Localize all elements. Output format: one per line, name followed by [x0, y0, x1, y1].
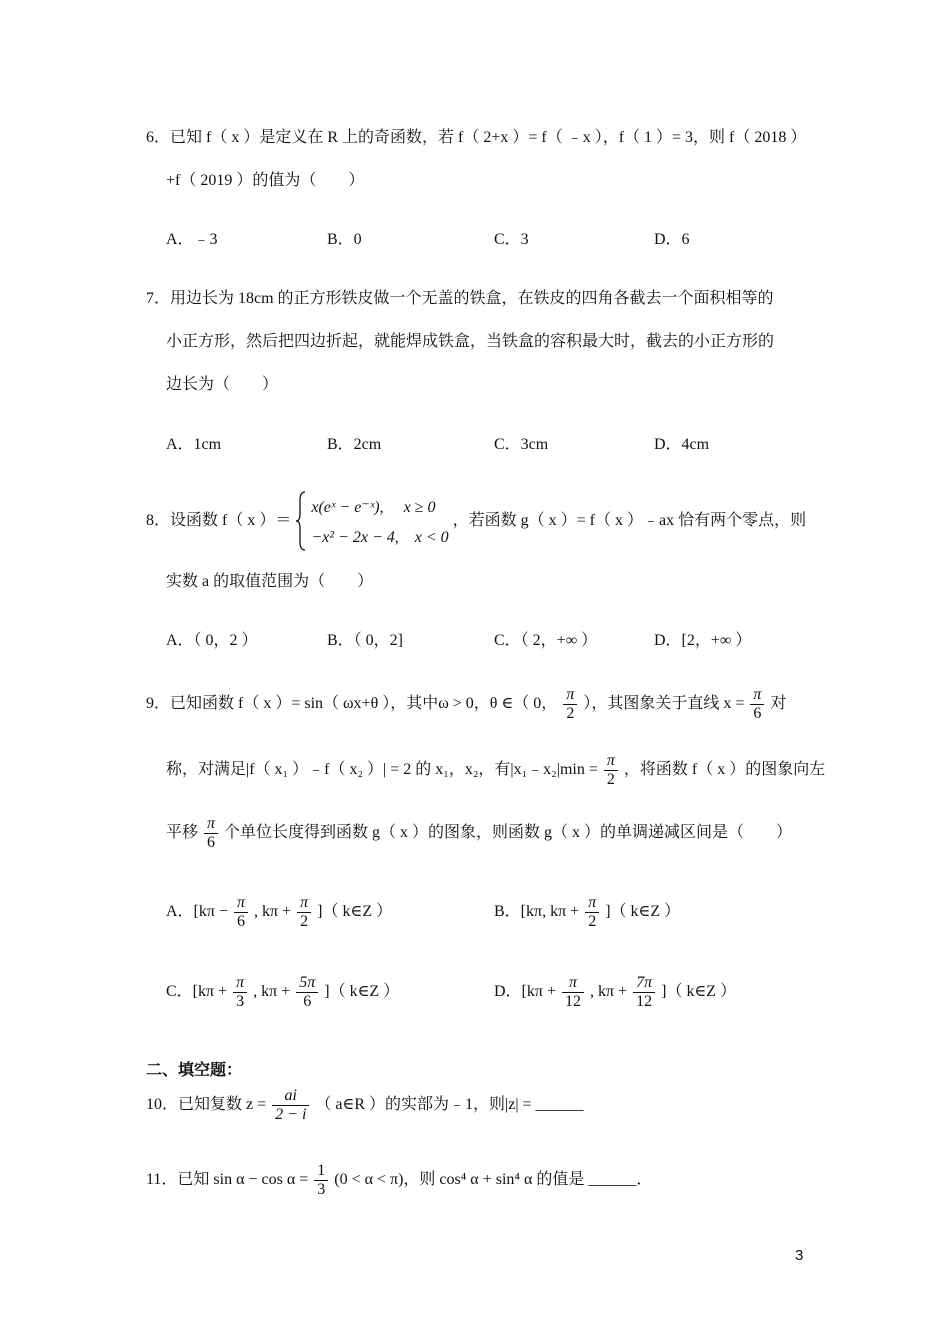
- q9-frac-pi-6b: $\frac{\pi}{6}$: [204, 815, 218, 851]
- q8-line2: 实数 a 的取值范围为（ ）: [166, 573, 374, 590]
- q9-line1-c: 对: [770, 694, 787, 712]
- q8-case2: −x² − 2x − 4, x < 0: [311, 529, 449, 546]
- q11-line: 11．已知 sin α − cos α = $\frac{1}{3}$ (0 < α < π)，则 cos⁴ α + sin⁴ α 的值是 ______．: [146, 1162, 653, 1198]
- q6-option-b: B．0: [327, 231, 362, 248]
- q8-prefix: 8．设函数 f（ x ）＝: [146, 512, 292, 529]
- q9-option-d: D．[kπ + $\frac{\pi}{12}$ , kπ + $\frac{7\pi}{12}$ ]（ k∈Z ）: [494, 974, 737, 1010]
- q9-line1: [146, 686, 786, 722]
- q8-option-b: B．（ 0，2]: [327, 632, 404, 649]
- q7-option-a: A．1cm: [166, 436, 222, 453]
- q9-line3-a: 平移: [166, 823, 199, 841]
- q9-line2-b: ，将函数 f（ x ）的图象向左: [623, 760, 826, 778]
- q9-line2-a: 称，对满足|f（ x₁ ）﹣f（ x₂ ）| = 2 的 x₁，x₂，有|x₁﹣x₂|min =: [166, 760, 598, 778]
- q7-option-c: C．3cm: [494, 436, 549, 453]
- q7-option-d: D．4cm: [654, 436, 710, 453]
- q9-line3-b: 个单位长度得到函数 g（ x ）的图象，则函数 g（ x ）的单调递减区间是（ ）: [224, 823, 793, 841]
- left-brace-icon: [295, 490, 307, 552]
- q7-line1: 7．用边长为 18cm 的正方形铁皮做一个无盖的铁盒，在铁皮的四角各截去一个面积相等的: [146, 290, 774, 307]
- q6-option-c: C．3: [494, 231, 529, 248]
- q8-case1: x(eˣ − e⁻ˣ), x ≥ 0: [311, 499, 436, 516]
- section-heading-fill-in: 二、填空题：: [146, 1060, 243, 1079]
- q9-line2: [166, 752, 825, 788]
- q9-frac-pi-2b: $\frac{\pi}{2}$: [604, 752, 618, 788]
- q7-option-b: B．2cm: [327, 436, 382, 453]
- q7-line3: 边长为（ ）: [166, 376, 279, 393]
- q9-option-b: B．[kπ, kπ + $\frac{\pi}{2}$ ]（ k∈Z ）: [494, 894, 681, 930]
- q8-piecewise: [311, 491, 448, 551]
- page-number: 3: [795, 1247, 804, 1264]
- q8-line1: [146, 490, 806, 552]
- q6-line2: +f（ 2019 ）的值为（ ）: [166, 172, 365, 189]
- q9-line1-a: 9．已知函数 f（ x ）= sin（ ωx+θ ），其中ω > 0，θ ∈（ 0，: [146, 694, 558, 712]
- q6-line1: 6．已知 f（ x ）是定义在 R 上的奇函数，若 f（ 2+x ）= f（ ﹣x ），f（ 1 ）= 3，则 f（ 2018 ）: [146, 129, 807, 146]
- q9-frac-pi-2: $\frac{\pi}{2}$: [563, 686, 577, 722]
- q9-frac-pi-6: $\frac{\pi}{6}$: [750, 686, 764, 722]
- q6-option-d: D．6: [654, 231, 690, 248]
- q9-option-a: A．[kπ − $\frac{\pi}{6}$ , kπ + $\frac{\pi}{2}$ ]（ k∈Z ）: [166, 894, 393, 930]
- q8-option-a: A．（ 0，2 ）: [166, 632, 258, 649]
- q10-line: 10．已知复数 z = $\frac{ai}{2 - i}$ （ a∈R ）的实部为﹣1，则|z| = ______: [146, 1087, 584, 1123]
- q7-line2: 小正方形，然后把四边折起，就能焊成铁盒，当铁盒的容积最大时，截去的小正方形的: [166, 333, 775, 350]
- q8-suffix: ，若函数 g（ x ）= f（ x ）﹣ax 恰有两个零点，则: [452, 512, 807, 529]
- q8-option-d: D．[2，+∞ ）: [654, 632, 752, 649]
- q9-line1-b: ），其图象关于直线 x =: [583, 694, 745, 712]
- q8-option-c: C．（ 2，+∞ ）: [494, 632, 598, 649]
- q6-option-a: A．﹣3: [166, 231, 218, 248]
- q9-option-c: C．[kπ + $\frac{\pi}{3}$ , kπ + $\frac{5\pi}{6}$ ]（ k∈Z ）: [166, 974, 400, 1010]
- q9-line3: [166, 815, 792, 851]
